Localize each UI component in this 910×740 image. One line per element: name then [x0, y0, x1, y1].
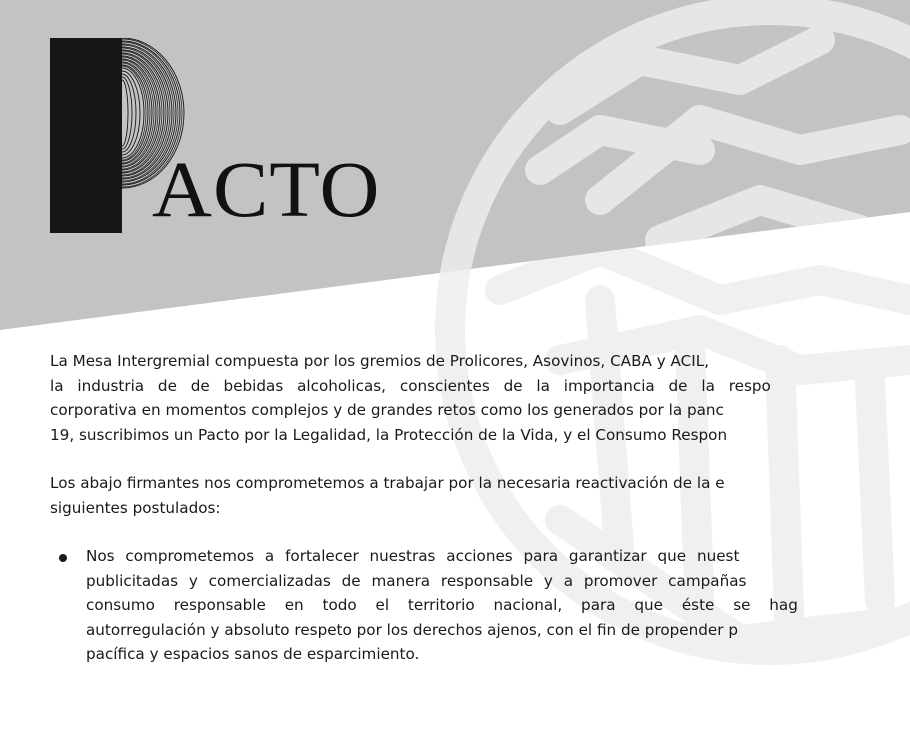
text-line: pacífica y espacios sanos de esparcimiento. — [86, 645, 420, 663]
text-line: 19, suscribimos un Pacto por la Legalidad, la Protección de la Vida, y el Consumo Respon — [50, 425, 728, 444]
text-line: Los abajo firmantes nos comprometemos a trabajar por la necesaria reactivación de la e — [50, 474, 725, 492]
text-line: corporativa en momentos complejos y de grandes retos como los generados por la panc — [50, 401, 724, 419]
bullet-dot — [59, 554, 67, 562]
text-line: La Mesa Intergremial compuesta por los gremios de Prolicores, Asovinos, CABA y ACIL, — [50, 352, 710, 370]
text-line: publicitadas y comercializadas de manera responsable y a promover campañas — [86, 571, 747, 590]
paragraph-commitment — [50, 471, 910, 520]
text-line: la industria de de bebidas alcoholicas, conscientes de la importancia de la respo — [50, 376, 771, 395]
paragraph-intro — [50, 349, 910, 447]
text-line: siguientes postulados: — [50, 498, 221, 517]
document-body — [50, 349, 910, 667]
text-line: Nos comprometemos a fortalecer nuestras acciones para garantizar que nuest — [86, 547, 740, 565]
text-line: consumo responsable en todo el territorio nacional, para que éste se hag — [86, 596, 798, 614]
logo-wordmark: ACTO — [152, 145, 381, 234]
text-line: autorregulación y absoluto respeto por los derechos ajenos, con el fin de propender p — [86, 620, 738, 639]
bullet-item — [50, 544, 910, 667]
